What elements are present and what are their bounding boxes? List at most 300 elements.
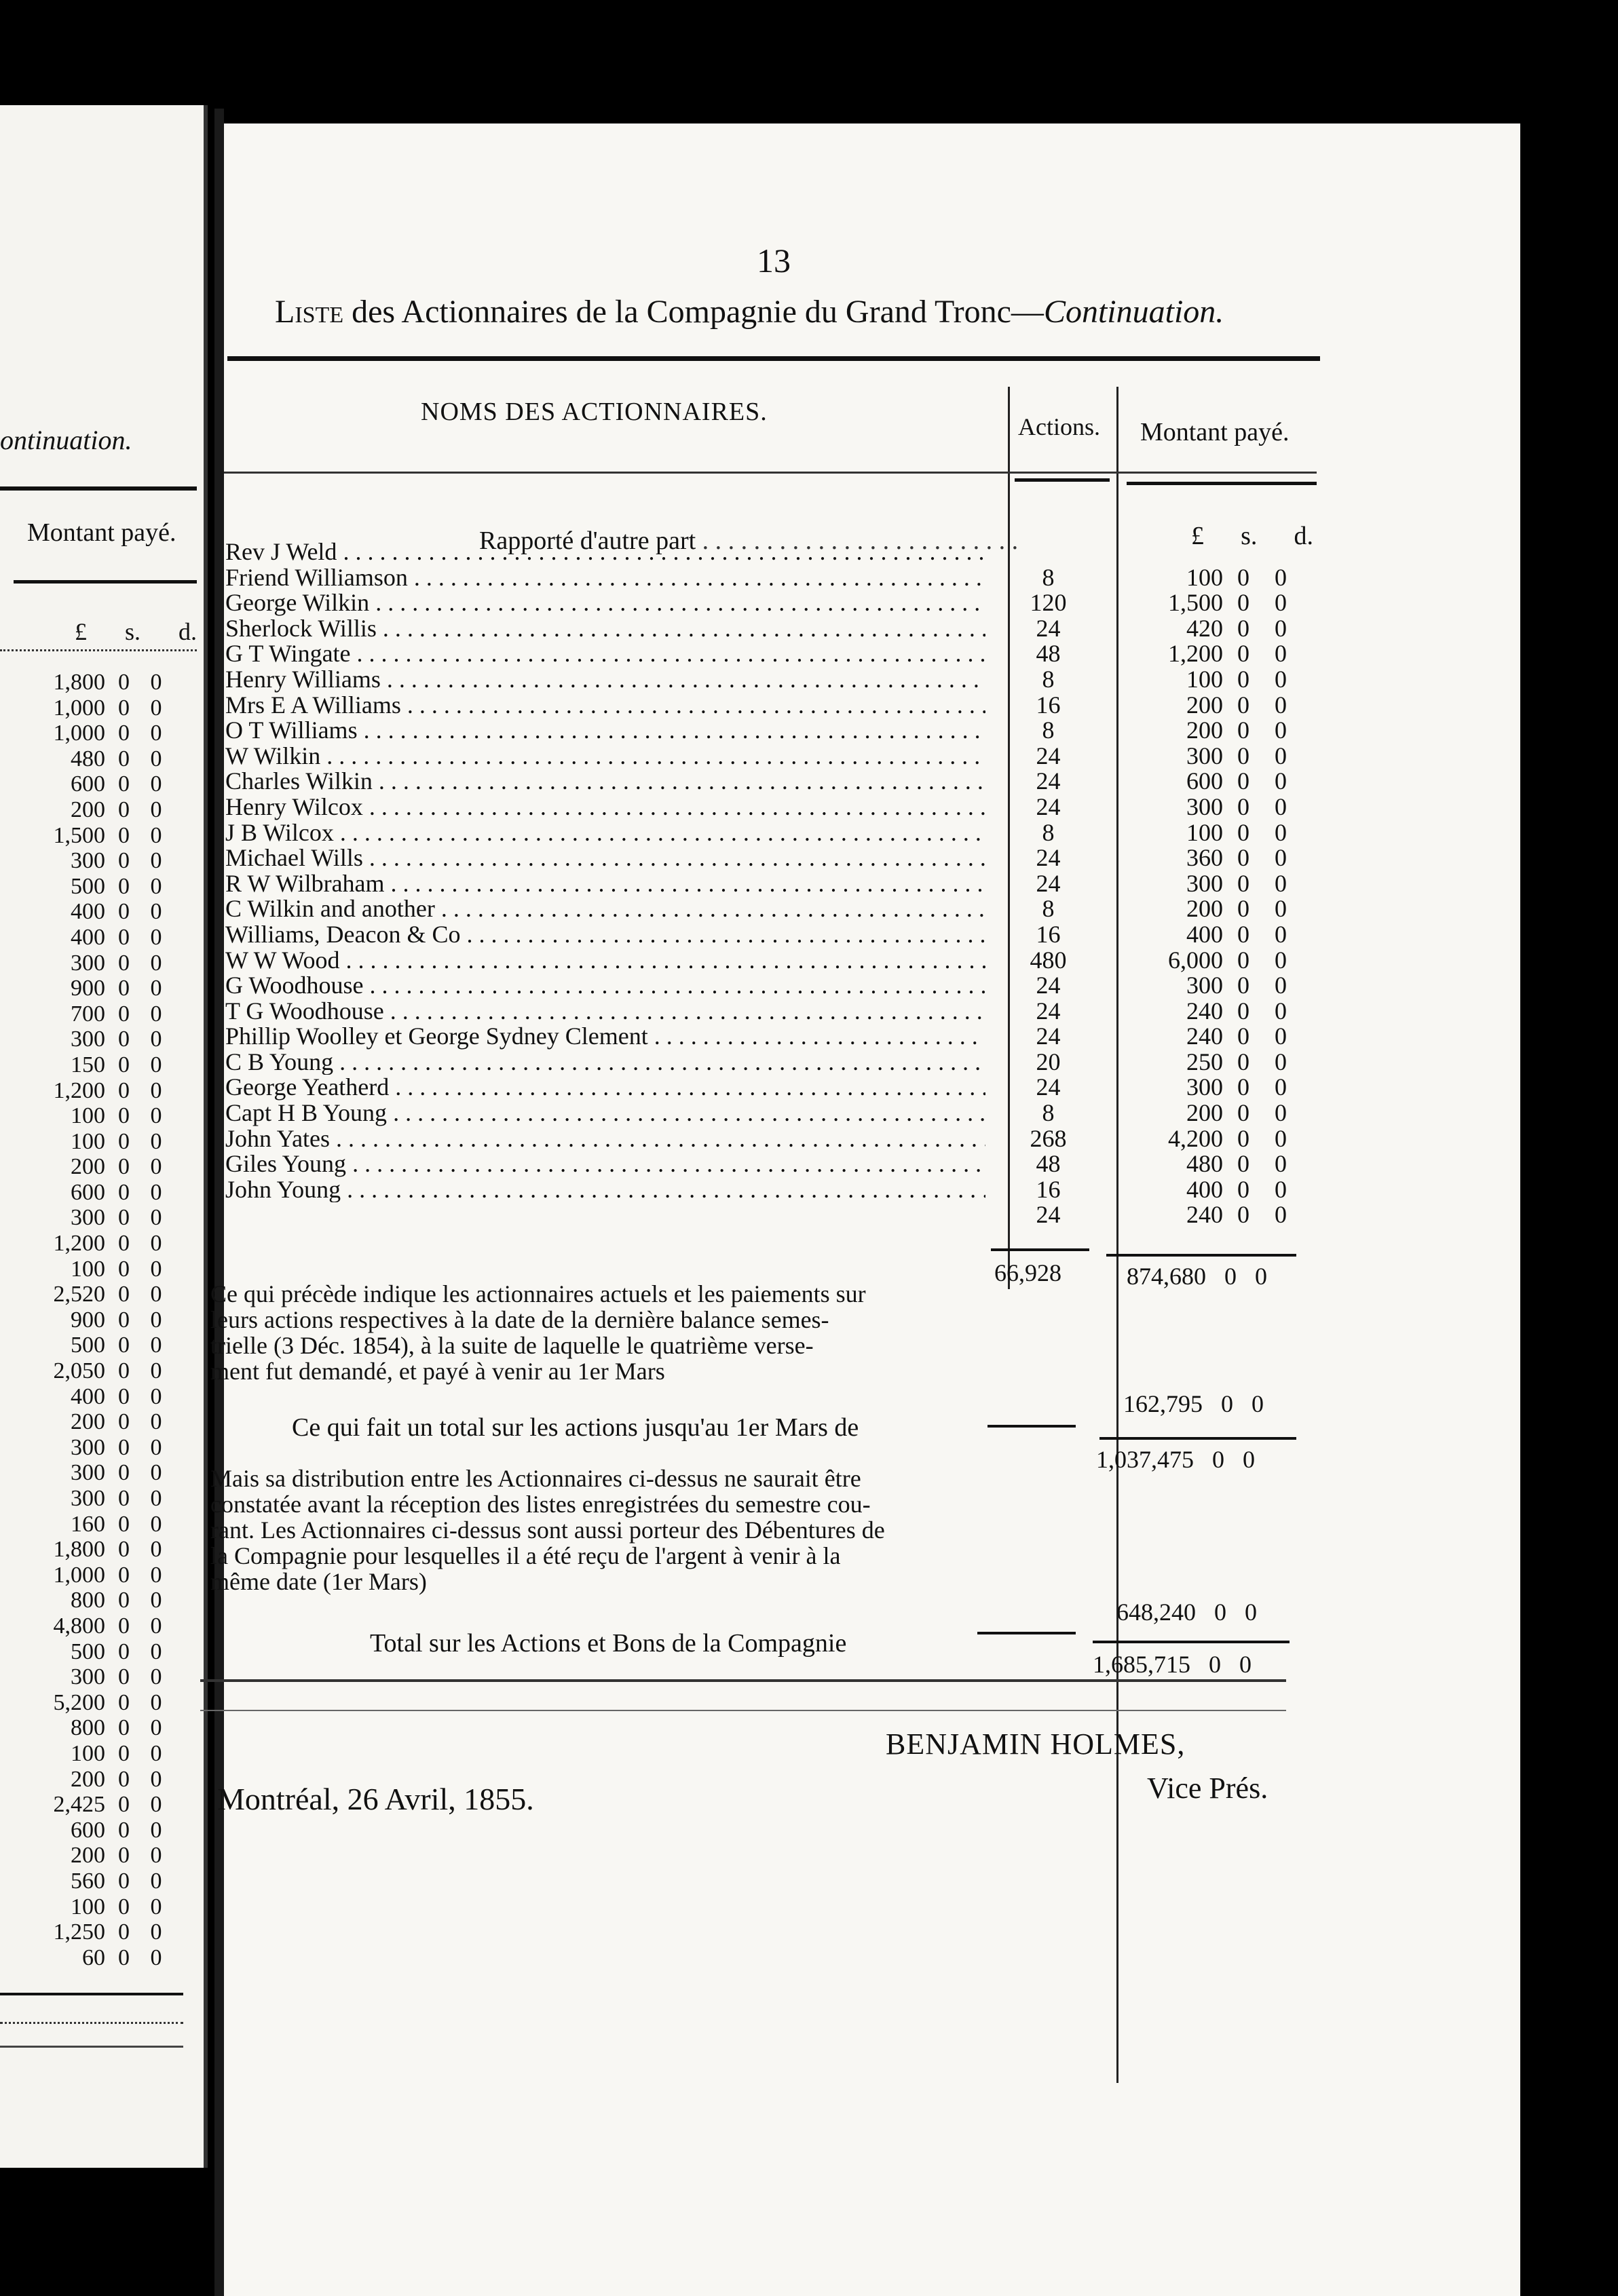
table-row bbox=[224, 667, 1317, 693]
left-amount-row bbox=[0, 1843, 183, 1869]
pence-cell: 0 bbox=[1275, 1201, 1287, 1229]
amount-cell: 4,200 bbox=[1168, 1124, 1223, 1152]
page-title bbox=[275, 293, 1224, 330]
table-row bbox=[224, 1050, 1317, 1075]
left-amount-row bbox=[0, 1613, 183, 1639]
left-shilling: 0 bbox=[118, 1894, 130, 1919]
left-pence: 0 bbox=[150, 1537, 162, 1563]
amount-cell: 400 bbox=[1186, 1175, 1223, 1203]
left-sub-pence: d. bbox=[178, 618, 197, 645]
left-bottom-rule bbox=[0, 2046, 183, 2048]
left-amount: 600 bbox=[71, 1817, 105, 1843]
shareholder-name: R W Wilbraham . . . bbox=[224, 871, 985, 897]
left-amount-row bbox=[0, 848, 183, 874]
running-total-label: Ce qui fait un total sur les actions jusqu'au 1er Mars de bbox=[292, 1413, 859, 1442]
shares-cell: 480 bbox=[1030, 946, 1067, 974]
shares-cell: 16 bbox=[1036, 1175, 1061, 1203]
left-amount: 5,200 bbox=[53, 1689, 105, 1715]
left-amount-row bbox=[0, 874, 183, 900]
left-amount-row bbox=[0, 670, 183, 695]
left-page bbox=[0, 105, 208, 2168]
pence-cell: 0 bbox=[1275, 869, 1287, 897]
left-pence: 0 bbox=[150, 1307, 162, 1333]
left-amount: 100 bbox=[71, 1128, 105, 1154]
left-amount-row bbox=[0, 1129, 183, 1155]
left-amount-row bbox=[0, 1563, 183, 1588]
shareholder-name: T G Woodhouse . . . bbox=[224, 999, 985, 1025]
left-shilling: 0 bbox=[118, 1715, 130, 1741]
left-shilling: 0 bbox=[118, 1460, 130, 1486]
pence-cell: 0 bbox=[1275, 972, 1287, 999]
amount-cell: 1,500 bbox=[1168, 589, 1223, 617]
shilling-cell: 0 bbox=[1237, 895, 1249, 923]
note1-line: Ce qui précède indique les actionnaires actuels et les paiements sur bbox=[210, 1280, 866, 1307]
left-amount-row bbox=[0, 1486, 183, 1512]
grand-total-amount: 1,685,715 0 0 bbox=[1093, 1651, 1252, 1678]
left-shilling: 0 bbox=[118, 976, 130, 1001]
amount-cell: 300 bbox=[1186, 869, 1223, 897]
left-pence: 0 bbox=[150, 1001, 162, 1027]
left-amount: 700 bbox=[71, 1001, 105, 1027]
left-sub-shilling: s. bbox=[124, 618, 140, 645]
note2-line: même date (1er Mars) bbox=[210, 1568, 427, 1595]
left-amount: 400 bbox=[71, 924, 105, 950]
shilling-cell: 0 bbox=[1237, 1073, 1249, 1101]
amount-cell: 240 bbox=[1186, 1022, 1223, 1050]
grand-total-rule-right bbox=[1093, 1641, 1290, 1643]
note1-line: leurs actions respectives à la date de la dernière balance semes- bbox=[210, 1306, 829, 1333]
total-rule-left bbox=[987, 1425, 1076, 1428]
left-pence: 0 bbox=[150, 976, 162, 1001]
shares-cell: 8 bbox=[1042, 895, 1055, 923]
amount-cell: 300 bbox=[1186, 1073, 1223, 1101]
left-shilling: 0 bbox=[118, 1689, 130, 1715]
left-amount: 600 bbox=[71, 771, 105, 797]
place-date: Montréal, 26 Avril, 1855. bbox=[217, 1782, 534, 1816]
page-number: 13 bbox=[757, 242, 791, 280]
title-rule bbox=[227, 356, 1320, 361]
brought-forward-text: Rapporté d'autre part bbox=[479, 527, 696, 555]
left-amount: 1,500 bbox=[53, 822, 105, 848]
left-shilling: 0 bbox=[118, 1613, 130, 1639]
left-amount-row bbox=[0, 1333, 183, 1358]
left-amount-row bbox=[0, 1027, 183, 1052]
left-shilling: 0 bbox=[118, 1434, 130, 1460]
pence-cell: 0 bbox=[1275, 1175, 1287, 1203]
left-amount-row bbox=[0, 1639, 183, 1665]
left-pence: 0 bbox=[150, 1919, 162, 1945]
left-amount-row bbox=[0, 1282, 183, 1307]
table-row bbox=[224, 1101, 1317, 1126]
left-amount-row bbox=[0, 1919, 183, 1945]
left-amount-row bbox=[0, 1664, 183, 1690]
table-row bbox=[224, 744, 1317, 769]
left-shilling: 0 bbox=[118, 1179, 130, 1205]
pence-cell: 0 bbox=[1275, 665, 1287, 693]
left-amount: 200 bbox=[71, 1154, 105, 1180]
header-paid: Montant payé. bbox=[1140, 418, 1290, 446]
left-amount-row bbox=[0, 1001, 183, 1027]
shareholder-name: Rev J Weld . . . bbox=[224, 539, 985, 565]
left-pence: 0 bbox=[150, 1231, 162, 1257]
pence-cell: 0 bbox=[1275, 1099, 1287, 1127]
pence-cell: 0 bbox=[1275, 920, 1287, 948]
shares-cell: 24 bbox=[1036, 1022, 1061, 1050]
left-amount: 200 bbox=[71, 797, 105, 822]
left-amount-row bbox=[0, 1537, 183, 1563]
left-shilling: 0 bbox=[118, 1154, 130, 1180]
shares-cell bbox=[985, 539, 1111, 565]
left-amount-row bbox=[0, 1460, 183, 1486]
left-shilling: 0 bbox=[118, 1843, 130, 1869]
left-shilling: 0 bbox=[118, 1231, 130, 1257]
left-amount: 160 bbox=[71, 1511, 105, 1537]
table-row bbox=[224, 845, 1317, 871]
left-pence: 0 bbox=[150, 1740, 162, 1766]
shareholder-name: John Yates . . . bbox=[224, 1126, 985, 1152]
note-paragraph-1 bbox=[210, 1281, 866, 1384]
left-amount-row bbox=[0, 1792, 183, 1818]
amount-cell: 300 bbox=[1186, 792, 1223, 820]
left-shilling: 0 bbox=[118, 1027, 130, 1052]
shares-cell: 24 bbox=[1036, 869, 1061, 897]
left-pence: 0 bbox=[150, 1689, 162, 1715]
shilling-cell: 0 bbox=[1237, 1150, 1249, 1178]
left-amount: 300 bbox=[71, 1664, 105, 1690]
table-row bbox=[224, 973, 1317, 999]
table-row bbox=[224, 565, 1317, 591]
table-row bbox=[224, 1075, 1317, 1101]
amount-cell: 240 bbox=[1186, 997, 1223, 1025]
table-row bbox=[224, 616, 1317, 642]
pence-cell: 0 bbox=[1275, 589, 1287, 617]
shares-cell: 268 bbox=[1030, 1124, 1067, 1152]
left-amount: 100 bbox=[71, 1256, 105, 1282]
note2-line: Mais sa distribution entre les Actionnaires ci-dessus ne saurait être bbox=[210, 1465, 861, 1492]
left-amount-row bbox=[0, 1384, 183, 1410]
left-continuation-label: ontinuation. bbox=[0, 425, 132, 455]
left-amount: 2,050 bbox=[53, 1358, 105, 1384]
pence-cell: 0 bbox=[1275, 767, 1287, 795]
shilling-cell: 0 bbox=[1237, 792, 1249, 820]
left-pence: 0 bbox=[150, 1613, 162, 1639]
left-shilling: 0 bbox=[118, 1664, 130, 1690]
amount-cell: 600 bbox=[1186, 767, 1223, 795]
left-amount: 2,520 bbox=[53, 1282, 105, 1307]
left-shilling: 0 bbox=[118, 1562, 130, 1588]
left-amount-row bbox=[0, 1257, 183, 1282]
sub-shilling: s. bbox=[1241, 522, 1258, 550]
left-pence: 0 bbox=[150, 1027, 162, 1052]
left-shilling: 0 bbox=[118, 1639, 130, 1664]
left-shilling: 0 bbox=[118, 1766, 130, 1792]
left-amount: 300 bbox=[71, 1486, 105, 1511]
left-amount: 1,000 bbox=[53, 721, 105, 746]
shilling-cell: 0 bbox=[1237, 640, 1249, 668]
book-spine bbox=[214, 109, 224, 2296]
shareholder-name: G Woodhouse . . . bbox=[224, 973, 985, 999]
shareholder-name: Williams, Deacon & Co . . . bbox=[224, 922, 985, 948]
left-shilling: 0 bbox=[118, 1103, 130, 1129]
left-pence: 0 bbox=[150, 848, 162, 874]
table-row bbox=[224, 1126, 1317, 1152]
left-shilling: 0 bbox=[118, 1256, 130, 1282]
left-shilling: 0 bbox=[118, 1077, 130, 1103]
left-shilling: 0 bbox=[118, 1817, 130, 1843]
pence-cell: 0 bbox=[1275, 716, 1287, 744]
shares-cell: 16 bbox=[1036, 920, 1061, 948]
table-row bbox=[224, 641, 1317, 667]
table-row bbox=[224, 999, 1317, 1025]
shilling-cell: 0 bbox=[1237, 716, 1249, 744]
left-pence: 0 bbox=[150, 1945, 162, 1970]
shareholder-name: John Young . . . bbox=[224, 1177, 985, 1203]
left-dotted-rule-2 bbox=[0, 2022, 183, 2024]
left-amount-row bbox=[0, 1869, 183, 1894]
left-amount: 900 bbox=[71, 1307, 105, 1333]
note1-line: ment fut demandé, et payé à venir au 1er Mars bbox=[210, 1358, 665, 1385]
left-amount-row bbox=[0, 1307, 183, 1333]
left-amount-row bbox=[0, 1154, 183, 1180]
amount-cell: 300 bbox=[1186, 742, 1223, 769]
left-amount-row bbox=[0, 1894, 183, 1920]
table-row bbox=[224, 792, 1317, 820]
table-row bbox=[224, 1024, 1317, 1050]
left-amount: 200 bbox=[71, 1409, 105, 1435]
left-amount: 200 bbox=[71, 1766, 105, 1792]
amount-cell bbox=[1111, 539, 1223, 565]
left-sub-pound: £ bbox=[75, 618, 87, 645]
left-header-rule-2 bbox=[14, 580, 197, 583]
left-amount: 800 bbox=[71, 1588, 105, 1613]
shilling-cell: 0 bbox=[1237, 1124, 1249, 1152]
pence-cell: 0 bbox=[1275, 895, 1287, 923]
left-amount: 300 bbox=[71, 1434, 105, 1460]
pence-cell: 0 bbox=[1275, 691, 1287, 719]
left-amount: 400 bbox=[71, 899, 105, 925]
left-shilling: 0 bbox=[118, 924, 130, 950]
brought-forward-leader: . . . . . . . . . . . . . . . . . . . . . . . . . bbox=[696, 527, 1019, 555]
shilling-cell: 0 bbox=[1237, 563, 1249, 591]
shilling-cell: 0 bbox=[1237, 1175, 1249, 1203]
shares-cell: 24 bbox=[1036, 1073, 1061, 1101]
left-amount: 100 bbox=[71, 1103, 105, 1129]
left-pence: 0 bbox=[150, 822, 162, 848]
left-shilling: 0 bbox=[118, 1205, 130, 1231]
left-amount-row bbox=[0, 951, 183, 976]
note2-line: constatée avant la réception des listes enregistrées du semestre cou- bbox=[210, 1491, 871, 1518]
left-shilling: 0 bbox=[118, 1945, 130, 1970]
left-amount-row bbox=[0, 925, 183, 951]
left-amount: 100 bbox=[71, 1740, 105, 1766]
left-shilling: 0 bbox=[118, 1358, 130, 1384]
left-total-rule bbox=[0, 1993, 183, 1995]
left-amount: 600 bbox=[71, 1179, 105, 1205]
table-row bbox=[224, 1202, 1317, 1228]
left-pence: 0 bbox=[150, 1052, 162, 1077]
left-amount-row bbox=[0, 1741, 183, 1767]
shares-cell: 48 bbox=[1036, 640, 1061, 668]
table-row bbox=[224, 871, 1317, 897]
left-shilling: 0 bbox=[118, 1537, 130, 1563]
shares-cell: 8 bbox=[1042, 665, 1055, 693]
shilling-cell: 0 bbox=[1237, 1099, 1249, 1127]
left-amount: 500 bbox=[71, 873, 105, 899]
left-shilling: 0 bbox=[118, 670, 130, 695]
left-shilling: 0 bbox=[118, 721, 130, 746]
shareholder-name: Phillip Woolley et George Sydney Clement . . . bbox=[224, 1024, 985, 1050]
left-amount-row bbox=[0, 1690, 183, 1716]
pence-cell: 0 bbox=[1275, 1048, 1287, 1075]
total-rule-right bbox=[1099, 1437, 1296, 1440]
left-pence: 0 bbox=[150, 1868, 162, 1894]
amount-cell: 100 bbox=[1186, 665, 1223, 693]
left-shilling: 0 bbox=[118, 771, 130, 797]
left-amount-row bbox=[0, 976, 183, 1001]
left-amount-row bbox=[0, 899, 183, 925]
left-amount-row bbox=[0, 746, 183, 772]
left-amount-row bbox=[0, 1715, 183, 1741]
closing-rule bbox=[200, 1679, 1286, 1682]
left-pence: 0 bbox=[150, 1103, 162, 1129]
note1-amount: 162,795 0 0 bbox=[1123, 1390, 1264, 1417]
shares-cell: 24 bbox=[1036, 792, 1061, 820]
left-pence: 0 bbox=[150, 1128, 162, 1154]
shares-cell: 8 bbox=[1042, 818, 1055, 846]
amount-cell: 300 bbox=[1186, 972, 1223, 999]
signer-name: BENJAMIN HOLMES, bbox=[886, 1727, 1186, 1761]
pence-cell: 0 bbox=[1275, 844, 1287, 872]
left-shilling: 0 bbox=[118, 1307, 130, 1333]
left-pence: 0 bbox=[150, 924, 162, 950]
left-pence: 0 bbox=[150, 1817, 162, 1843]
pence-cell: 0 bbox=[1275, 1022, 1287, 1050]
left-pence: 0 bbox=[150, 1205, 162, 1231]
amount-cell: 200 bbox=[1186, 895, 1223, 923]
left-shilling: 0 bbox=[118, 1282, 130, 1307]
shilling-cell: 0 bbox=[1237, 869, 1249, 897]
left-pence: 0 bbox=[150, 1588, 162, 1613]
left-amount-row bbox=[0, 1588, 183, 1613]
note2-line: rant. Les Actionnaires ci-dessus sont aussi porteur des Débentures de bbox=[210, 1516, 885, 1544]
shareholder-name: George Yeatherd . . . bbox=[224, 1075, 985, 1101]
left-pence: 0 bbox=[150, 1409, 162, 1435]
shilling-cell: 0 bbox=[1237, 818, 1249, 846]
note-paragraph-2 bbox=[210, 1466, 885, 1594]
grand-total-rule-left bbox=[977, 1632, 1076, 1634]
amount-cell: 200 bbox=[1186, 691, 1223, 719]
left-amount-row bbox=[0, 1435, 183, 1461]
left-pence: 0 bbox=[150, 1383, 162, 1409]
left-amount-row bbox=[0, 1358, 183, 1384]
table-row bbox=[224, 1151, 1317, 1177]
left-shilling: 0 bbox=[118, 950, 130, 976]
shares-cell: 48 bbox=[1036, 1150, 1061, 1178]
shares-cell: 24 bbox=[1036, 614, 1061, 642]
left-pence: 0 bbox=[150, 771, 162, 797]
left-pence: 0 bbox=[150, 721, 162, 746]
pence-cell: 0 bbox=[1275, 1124, 1287, 1152]
left-amount: 800 bbox=[71, 1715, 105, 1741]
left-sub-headers bbox=[75, 617, 197, 646]
left-amount: 1,000 bbox=[53, 695, 105, 721]
shares-cell: 24 bbox=[1036, 997, 1061, 1025]
table-row bbox=[224, 820, 1317, 846]
pence-cell: 0 bbox=[1275, 640, 1287, 668]
left-amount: 300 bbox=[71, 1460, 105, 1486]
left-amount-row bbox=[0, 1052, 183, 1078]
table-row bbox=[224, 1177, 1317, 1203]
shares-cell: 16 bbox=[1036, 691, 1061, 719]
subtotal-shares: 66,928 bbox=[994, 1259, 1061, 1286]
shareholder-name: Capt H B Young . . . bbox=[224, 1101, 985, 1126]
left-pence: 0 bbox=[150, 1486, 162, 1511]
shareholder-name: Henry Williams . . . bbox=[224, 667, 985, 693]
left-pence: 0 bbox=[150, 1664, 162, 1690]
header-shares: Actions. bbox=[1018, 413, 1100, 440]
header-names: NOMS DES ACTIONNAIRES. bbox=[421, 398, 768, 426]
left-shilling: 0 bbox=[118, 695, 130, 721]
left-amount: 400 bbox=[71, 1383, 105, 1409]
left-pence: 0 bbox=[150, 899, 162, 925]
left-amount: 1,800 bbox=[53, 1537, 105, 1563]
left-shilling: 0 bbox=[118, 797, 130, 822]
table-row bbox=[224, 948, 1317, 974]
pence-cell: 0 bbox=[1275, 946, 1287, 974]
shilling-cell: 0 bbox=[1237, 589, 1249, 617]
left-shilling: 0 bbox=[118, 1409, 130, 1435]
left-shilling: 0 bbox=[118, 848, 130, 874]
shares-cell: 24 bbox=[1036, 767, 1061, 795]
pence-cell: 0 bbox=[1275, 563, 1287, 591]
left-amount: 1,200 bbox=[53, 1077, 105, 1103]
shilling-cell: 0 bbox=[1237, 665, 1249, 693]
amount-cell: 240 bbox=[1186, 1201, 1223, 1229]
left-pence: 0 bbox=[150, 1792, 162, 1818]
shilling-cell: 0 bbox=[1237, 972, 1249, 999]
shares-cell: 8 bbox=[1042, 1099, 1055, 1127]
left-amount: 480 bbox=[71, 746, 105, 771]
left-pence: 0 bbox=[150, 746, 162, 771]
left-shilling: 0 bbox=[118, 746, 130, 771]
shilling-cell: 0 bbox=[1237, 691, 1249, 719]
table-row bbox=[224, 922, 1317, 948]
amount-cell: 360 bbox=[1186, 844, 1223, 872]
left-amount: 60 bbox=[82, 1945, 105, 1970]
shilling-cell: 0 bbox=[1237, 946, 1249, 974]
left-pence: 0 bbox=[150, 1843, 162, 1869]
left-shilling: 0 bbox=[118, 1919, 130, 1945]
left-amount-row bbox=[0, 1767, 183, 1793]
shilling-cell: 0 bbox=[1237, 614, 1249, 642]
shares-cell: 24 bbox=[1036, 844, 1061, 872]
left-amount: 150 bbox=[71, 1052, 105, 1077]
left-amount: 900 bbox=[71, 976, 105, 1001]
shareholder-name: C B Young . . . bbox=[224, 1050, 985, 1075]
table-row bbox=[224, 539, 1317, 565]
shares-cell: 8 bbox=[1042, 716, 1055, 744]
pence-cell: 0 bbox=[1275, 997, 1287, 1025]
title-continuation: Continuation. bbox=[1043, 294, 1224, 330]
shareholder-name: W Wilkin . . . bbox=[224, 744, 985, 769]
shares-cell: 24 bbox=[1036, 742, 1061, 769]
header-rule-shares bbox=[1015, 478, 1110, 482]
pence-cell: 0 bbox=[1275, 818, 1287, 846]
title-lead: Liste bbox=[275, 294, 344, 330]
shareholder-name: Mrs E A Williams . . . bbox=[224, 693, 985, 719]
left-pence: 0 bbox=[150, 873, 162, 899]
left-amount-row bbox=[0, 1180, 183, 1206]
